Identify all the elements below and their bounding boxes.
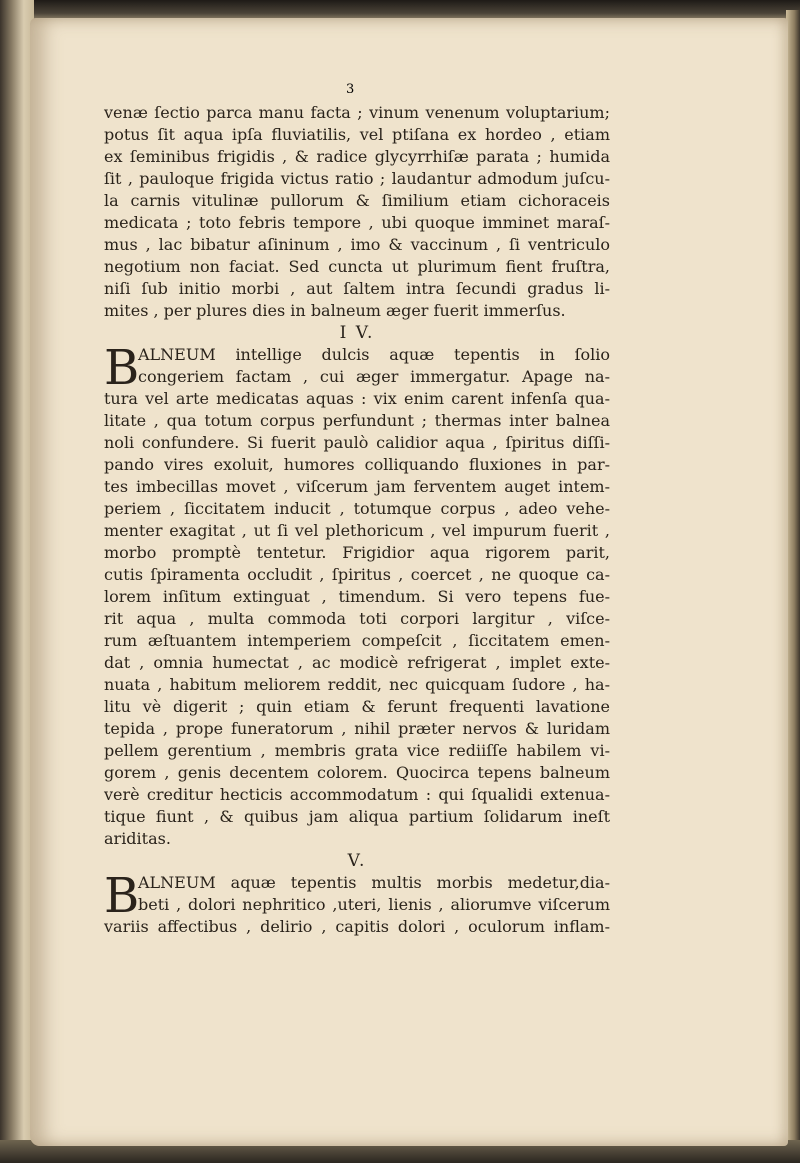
text-line: verè creditur hecticis accommodatum : qui ſqualidi extenua-: [104, 785, 610, 804]
book-spine-edge: [0, 0, 34, 1163]
text-line: medicata ; toto febris tempore , ubi quoque imminet maraſ-: [104, 213, 610, 232]
text-line: ſit , pauloque frigida victus ratio ; laudantur admodum juſcu-: [104, 169, 610, 188]
text-line: ariditas.: [104, 829, 171, 848]
text-line: ALNEUM aquæ tepentis multis morbis medetur,dia-: [138, 873, 610, 892]
text-line: mites , per plures dies in balneum æger fuerit immerſus.: [104, 301, 566, 320]
text-line: gorem , genis decentem colorem. Quocirca tepens balneum: [104, 763, 610, 782]
text-line: negotium non faciat. Sed cuncta ut plurimum fient fruſtra,: [104, 257, 610, 276]
text-line: venæ ſectio parca manu facta ; vinum venenum voluptarium;: [104, 103, 610, 122]
section-heading-v: V.: [347, 851, 367, 871]
section-heading-iv: I V.: [339, 323, 375, 343]
text-line: potus ſit aqua ipſa fluviatilis, vel ptiſana ex hordeo , etiam: [104, 125, 610, 144]
text-line: ex ſeminibus frigidis , & radice glycyrrhiſæ parata ; humida: [104, 147, 610, 166]
text-line: pellem gerentium , membris grata vice rediiſſe habilem vi-: [104, 741, 610, 760]
drop-cap: B: [104, 340, 140, 396]
page-text: [104, 80, 610, 938]
text-line: periem , ſiccitatem inducit , totumque corpus , adeo vehe-: [104, 499, 610, 518]
text-line: lorem inſitum extinguat , timendum. Si vero tepens fue-: [104, 587, 610, 606]
text-line: litate , qua totum corpus perfundunt ; thermas inter balnea: [104, 411, 610, 430]
text-line: morbo promptè tentetur. Frigidior aqua rigorem parit,: [104, 543, 610, 562]
text-line: variis affectibus , delirio , capitis dolori , oculorum inflam-: [104, 917, 610, 936]
section-iv-body: [104, 388, 610, 850]
page-number: 3: [346, 82, 355, 97]
text-line: menter exagitat , ut ſi vel plethoricum , vel impurum fuerit ,: [104, 521, 610, 540]
text-line: congeriem factam , cui æger immergatur. Apage na-: [138, 367, 610, 386]
page-fore-edge: [786, 10, 800, 1150]
text-line: tes imbecillas movet , viſcerum jam ferventem auget intem-: [104, 477, 610, 496]
section-v: [104, 868, 610, 924]
paragraph-continuation: [104, 102, 610, 322]
text-line: tique fiunt , & quibus jam aliqua partium ſolidarum ineſt: [104, 807, 610, 826]
text-line: mus , lac bibatur aſininum , imo & vaccinum , ſi ventriculo: [104, 235, 610, 254]
text-line: la carnis vitulinæ pullorum & ſimilium etiam cichoraceis: [104, 191, 610, 210]
text-line: rum æſtuantem intemperiem compeſcit , ſiccitatem emen-: [104, 631, 610, 650]
text-line: beti , dolori nephritico ,uteri, lienis , aliorumve viſcerum: [138, 895, 610, 914]
text-line: tepida , prope funeratorum , nihil præter nervos & luridam: [104, 719, 610, 738]
text-line: pando vires exoluit, humores colliquando fluxiones in par-: [104, 455, 610, 474]
text-line: ALNEUM intellige dulcis aquæ tepentis in ſolio: [138, 345, 610, 364]
text-line: rit aqua , multa commoda toti corpori largitur , viſce-: [104, 609, 610, 628]
drop-cap: B: [104, 868, 140, 924]
section-v-body: [104, 916, 610, 938]
text-line: cutis ſpiramenta occludit , ſpiritus , coercet , ne quoque ca-: [104, 565, 610, 584]
section-iv: [104, 340, 610, 396]
text-line: noli confundere. Si fuerit paulò calidior aqua , ſpiritus diſſi-: [104, 433, 610, 452]
text-line: litu vè digerit ; quin etiam & ferunt frequenti lavatione: [104, 697, 610, 716]
text-line: nuata , habitum meliorem reddit, nec quicquam ſudore , ha-: [104, 675, 610, 694]
text-line: tura vel arte medicatas aquas : vix enim carent infenſa qua-: [104, 389, 610, 408]
text-line: niſi ſub initio morbi , aut ſaltem intra ſecundi gradus li-: [104, 279, 610, 298]
text-line: dat , omnia humectat , ac modicè refrigerat , implet exte-: [104, 653, 610, 672]
